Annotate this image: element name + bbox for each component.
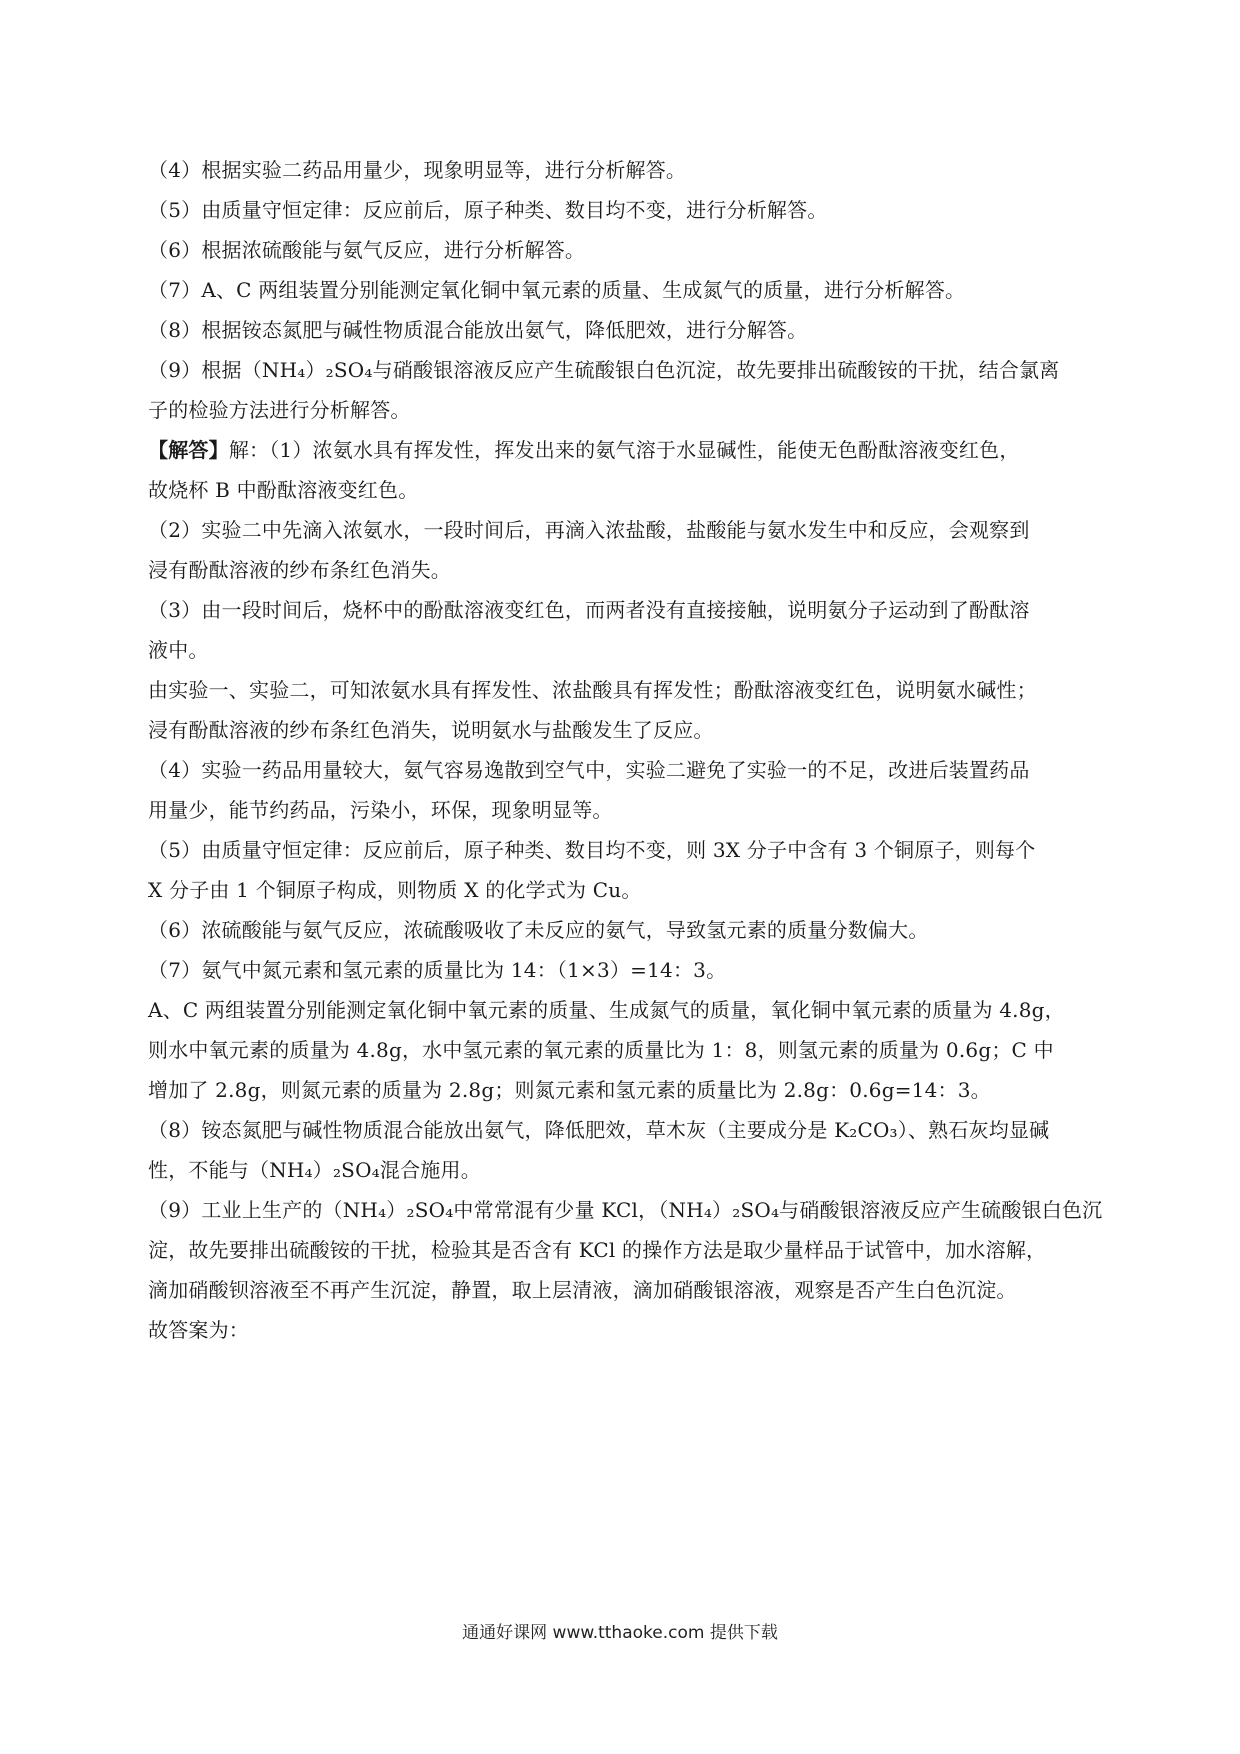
answer-line (148, 430, 1104, 470)
text-line: （3）由一段时间后，烧杯中的酚酞溶液变红色，而两者没有直接接触，说明氨分子运动到了酚酞溶 (148, 598, 1030, 622)
text-line: 故答案为： (148, 1318, 249, 1342)
page-footer: 通通好课网 www.tthaoke.com 提供下载 (462, 1623, 778, 1643)
answer-tag: 【解答】 (148, 438, 229, 462)
text-line: X 分子由 1 个铜原子构成，则物质 X 的化学式为 Cu。 (148, 878, 642, 902)
text-line: （9）根据（NH₄）₂SO₄与硝酸银溶液反应产生硫酸银白色沉淀，故先要排出硫酸铵的干扰，结合氯离 (148, 358, 1060, 382)
answer-text: 解：（1）浓氨水具有挥发性，挥发出来的氨气溶于水显碱性，能使无色酚酞溶液变红色， (228, 438, 1020, 462)
text-line: 则水中氧元素的质量为 4.8g，水中氢元素的氧元素的质量比为 1：8，则氢元素的质量为 0.6g；C 中 (148, 1038, 1054, 1062)
text-line: 性，不能与（NH₄）₂SO₄混合施用。 (148, 1158, 481, 1182)
text-line: （7）A、C 两组装置分别能测定氧化铜中氧元素的质量、生成氮气的质量，进行分析解答。 (148, 278, 966, 302)
text-line: 增加了 2.8g，则氮元素的质量为 2.8g；则氮元素和氢元素的质量比为 2.8g：0.6g=14：3。 (148, 1078, 991, 1102)
text-line: 淀，故先要排出硫酸铵的干扰，检验其是否含有 KCl 的操作方法是取少量样品于试管中，加水溶解， (148, 1238, 1047, 1262)
text-line: （7）氨气中氮元素和氢元素的质量比为 14：（1×3）=14：3。 (148, 958, 727, 982)
text-line: 浸有酚酞溶液的纱布条红色消失。 (148, 558, 451, 582)
text-line: （4）实验一药品用量较大，氨气容易逸散到空气中，实验二避免了实验一的不足，改进后装置药品 (148, 758, 1030, 782)
text-line: （5）由质量守恒定律：反应前后，原子种类、数目均不变，则 3X 分子中含有 3 个铜原子，则每个 (148, 838, 1036, 862)
text-line: （6）根据浓硫酸能与氨气反应，进行分析解答。 (148, 238, 586, 262)
text-line: 由实验一、实验二，可知浓氨水具有挥发性、浓盐酸具有挥发性；酚酞溶液变红色，说明氨水碱性； (148, 678, 1037, 702)
text-line: 故烧杯 B 中酚酞溶液变红色。 (148, 478, 419, 502)
text-line: 液中。 (148, 638, 209, 662)
text-line: 浸有酚酞溶液的纱布条红色消失，说明氨水与盐酸发生了反应。 (148, 718, 714, 742)
text-line: 滴加硝酸钡溶液至不再产生沉淀，静置，取上层清液，滴加硝酸银溶液，观察是否产生白色沉淀。 (148, 1278, 1017, 1302)
text-line: A、C 两组装置分别能测定氧化铜中氧元素的质量、生成氮气的质量，氧化铜中氧元素的质量为 4.8g， (148, 998, 1065, 1022)
text-line: （2）实验二中先滴入浓氨水，一段时间后，再滴入浓盐酸，盐酸能与氨水发生中和反应，会观察到 (148, 518, 1030, 542)
text-line: （4）根据实验二药品用量少，现象明显等，进行分析解答。 (148, 158, 687, 182)
text-line: 用量少，能节约药品，污染小，环保，现象明显等。 (148, 798, 613, 822)
document-body (148, 150, 1104, 1350)
text-line: （8）铵态氮肥与碱性物质混合能放出氨气，降低肥效，草木灰（主要成分是 K₂CO₃）、熟石灰均显碱 (148, 1118, 1050, 1142)
text-line: （8）根据铵态氮肥与碱性物质混合能放出氨气，降低肥效，进行分解答。 (148, 318, 808, 342)
text-line: （6）浓硫酸能与氨气反应，浓硫酸吸收了未反应的氨气，导致氢元素的质量分数偏大。 (148, 918, 929, 942)
text-line: （9）工业上生产的（NH₄）₂SO₄中常常混有少量 KCl，（NH₄）₂SO₄与硝酸银溶液反应产生硫酸银白色沉 (148, 1198, 1103, 1222)
text-line: （5）由质量守恒定律：反应前后，原子种类、数目均不变，进行分析解答。 (148, 198, 828, 222)
text-line: 子的检验方法进行分析解答。 (148, 398, 411, 422)
